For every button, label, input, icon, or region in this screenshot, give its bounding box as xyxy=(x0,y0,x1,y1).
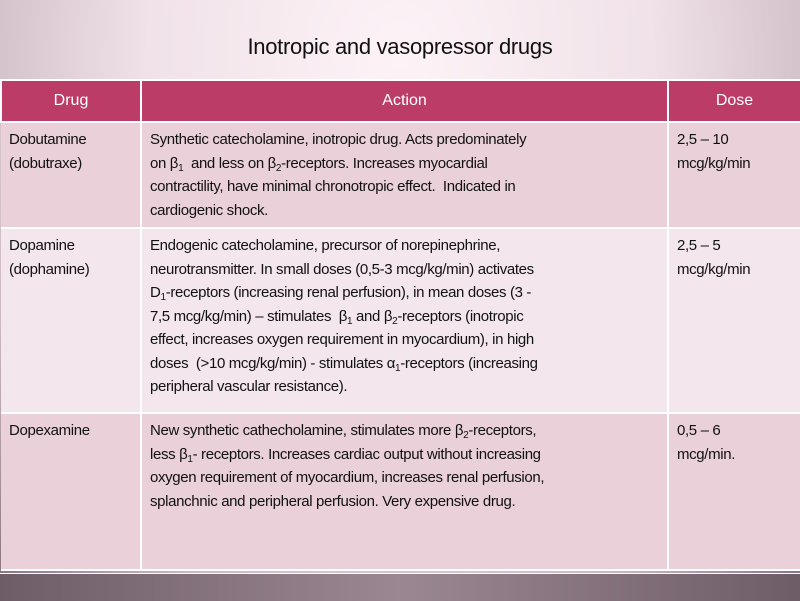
subscript: 1 xyxy=(178,162,184,174)
table-row xyxy=(1,413,800,570)
action-line xyxy=(150,375,659,399)
table-row xyxy=(1,228,800,413)
action-text: 7,5 mcg/kg/min) – stimulates β xyxy=(150,307,348,325)
action-line xyxy=(150,258,659,282)
action-text: -receptors, xyxy=(468,422,537,439)
action-text: effect, increases oxygen requirement in myocardium), in high xyxy=(150,331,534,348)
action-text: -receptors. Increases myocardial xyxy=(281,154,488,172)
action-text: doses (>10 mcg/kg/min) - stimulates α xyxy=(150,354,396,372)
subscript: 1 xyxy=(347,315,353,327)
action-line xyxy=(150,466,659,490)
action-text: cardiogenic shock. xyxy=(150,201,268,219)
dose-cell xyxy=(668,413,800,570)
action-text: on β xyxy=(150,154,179,172)
action-line xyxy=(150,152,659,176)
action-cell xyxy=(141,122,668,228)
action-text: New synthetic cathecholamine, stimulates more β xyxy=(150,422,464,439)
drug-cell xyxy=(1,228,141,413)
drugs-table xyxy=(0,79,800,571)
action-line xyxy=(150,234,659,258)
table-header-row xyxy=(1,80,800,122)
table-row xyxy=(1,122,800,228)
header-drug: Drug xyxy=(1,80,141,122)
slide-title: Inotropic and vasopressor drugs xyxy=(247,34,553,59)
action-text: less β xyxy=(150,445,188,463)
action-text: contractility, have minimal chronotropic effect. Indicated in xyxy=(150,178,516,195)
subscript: 2 xyxy=(463,430,469,441)
action-text: -receptors (increasing renal perfusion), in mean doses (3 - xyxy=(165,284,532,301)
subscript: 2 xyxy=(392,315,398,327)
header-dose: Dose xyxy=(668,80,800,122)
dose-cell xyxy=(668,228,800,413)
action-line xyxy=(150,490,659,514)
action-text: splanchnic and peripheral perfusion. Very expensive drug. xyxy=(150,492,516,510)
dose-line: 2,5 – 5 xyxy=(677,237,721,254)
dose-line: 0,5 – 6 xyxy=(677,422,721,439)
action-text: Endogenic catecholamine, precursor of norepinephrine, xyxy=(150,237,501,254)
action-line xyxy=(150,128,659,152)
action-text: and less on β xyxy=(183,154,276,172)
dose-line: mcg/kg/min xyxy=(677,154,751,172)
action-line xyxy=(150,352,659,376)
action-line xyxy=(150,175,659,199)
action-line xyxy=(150,281,659,305)
drug-name-line: (dobutraxe) xyxy=(9,154,82,172)
action-cell xyxy=(141,228,668,413)
drug-cell xyxy=(1,413,141,570)
dose-line: mcg/kg/min xyxy=(677,260,751,278)
action-line xyxy=(150,443,659,467)
dose-cell xyxy=(668,122,800,228)
subscript: 2 xyxy=(275,162,282,174)
dose-line: mcg/min. xyxy=(677,445,736,463)
action-text: oxygen requirement of myocardium, increases renal perfusion, xyxy=(150,469,545,486)
action-cell xyxy=(141,413,668,570)
action-line xyxy=(150,328,659,352)
action-text: -receptors (inotropic xyxy=(397,307,524,325)
action-text: -receptors (increasing xyxy=(400,354,538,372)
action-line xyxy=(150,199,659,223)
drug-name-line: Dopexamine xyxy=(9,422,90,439)
drug-name-line: Dopamine xyxy=(9,237,75,254)
action-text: neurotransmitter. In small doses (0,5-3 mcg/kg/min) activates xyxy=(150,260,534,278)
footer-band xyxy=(0,573,800,601)
action-line xyxy=(150,419,659,443)
drug-cell xyxy=(1,122,141,228)
action-text: and β xyxy=(352,307,393,325)
drug-name-line: Dobutamine xyxy=(9,131,87,148)
action-text: peripheral vascular resistance). xyxy=(150,378,348,395)
action-text: D xyxy=(150,284,161,301)
subscript: 1 xyxy=(187,453,193,465)
dose-line: 2,5 – 10 xyxy=(677,131,729,148)
subscript: 1 xyxy=(395,362,401,374)
action-text: Synthetic catecholamine, inotropic drug. Acts predominately xyxy=(150,131,527,148)
action-text: - receptors. Increases cardiac output without increasing xyxy=(192,445,541,463)
header-action: Action xyxy=(141,80,668,122)
drug-name-line: (dophamine) xyxy=(9,260,90,278)
subscript: 1 xyxy=(160,292,166,303)
action-line xyxy=(150,305,659,329)
